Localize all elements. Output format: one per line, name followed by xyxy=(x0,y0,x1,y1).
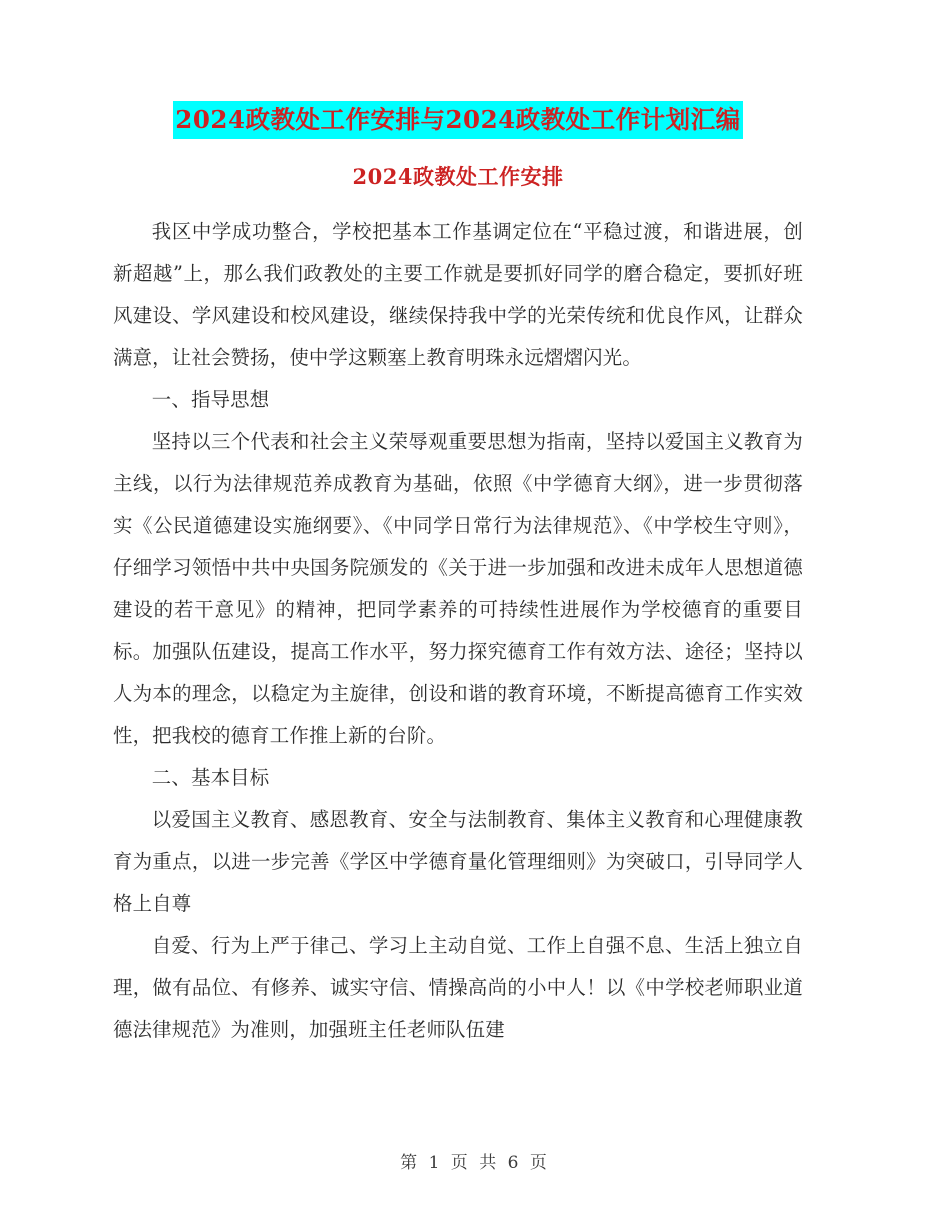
paragraph-intro: 我区中学成功整合，学校把基本工作基调定位在“平稳过渡，和谐进展，创新超越”上，那么我们政教处的主要工作就是要抓好同学的磨合稳定，要抓好班风建设、学风建设和校风建设，继续保持我中学的光荣传统和优良作风，让群众满意，让社会赞扬，使中学这颗塞上教育明珠永远熠熠闪光。 xyxy=(113,219,803,369)
document-title-row xyxy=(113,105,803,134)
footer-page-indicator: 第 1 页 共 6 页 xyxy=(400,1153,550,1173)
paragraph-basic-goals: 以爱国主义教育、感恩教育、安全与法制教育、集体主义教育和心理健康教育为重点，以进一步完善《学区中学德育量化管理细则》为突破口，引导同学人格上自尊 xyxy=(113,807,803,915)
paragraph-heading-two: 二、基本目标 xyxy=(151,765,270,789)
paragraph-guiding-ideology: 坚持以三个代表和社会主义荣辱观重要思想为指南，坚持以爱国主义教育为主线，以行为法律规范养成教育为基础，依照《中学德育大纲》，进一步贯彻落实《公民道德建设实施纲要》、《中同学日常行为法律规范》、《中学校生守则》，仔细学习领悟中共中央国务院颁发的《关于进一步加强和改进未成年人思想道德建设的若干意见》的精神，把同学素养的可持续性进展作为学校德育的重要目标。加强队伍建设，提高工作水平，努力探究德育工作有效方法、途径；坚持以人为本的理念，以稳定为主旋律，创设和谐的教育环境，不断提高德育工作实效性，把我校的德育工作推上新的台阶。 xyxy=(113,429,803,747)
page-title: 2024政教处工作安排与2024政教处工作计划汇编 xyxy=(173,101,742,139)
paragraph-heading-one: 一、指导思想 xyxy=(151,387,270,411)
paragraph-basic-goals-cont: 自爱、行为上严于律己、学习上主动自觉、工作上自强不息、生活上独立自理，做有品位、有修养、诚实守信、情操高尚的小中人！以《中学校老师职业道德法律规范》为准则，加强班主任老师队伍建 xyxy=(113,933,803,1041)
body-text xyxy=(113,211,803,1051)
section-subtitle: 2024政教处工作安排 xyxy=(352,163,564,189)
page-footer xyxy=(0,1148,950,1173)
document-content xyxy=(113,0,803,1051)
